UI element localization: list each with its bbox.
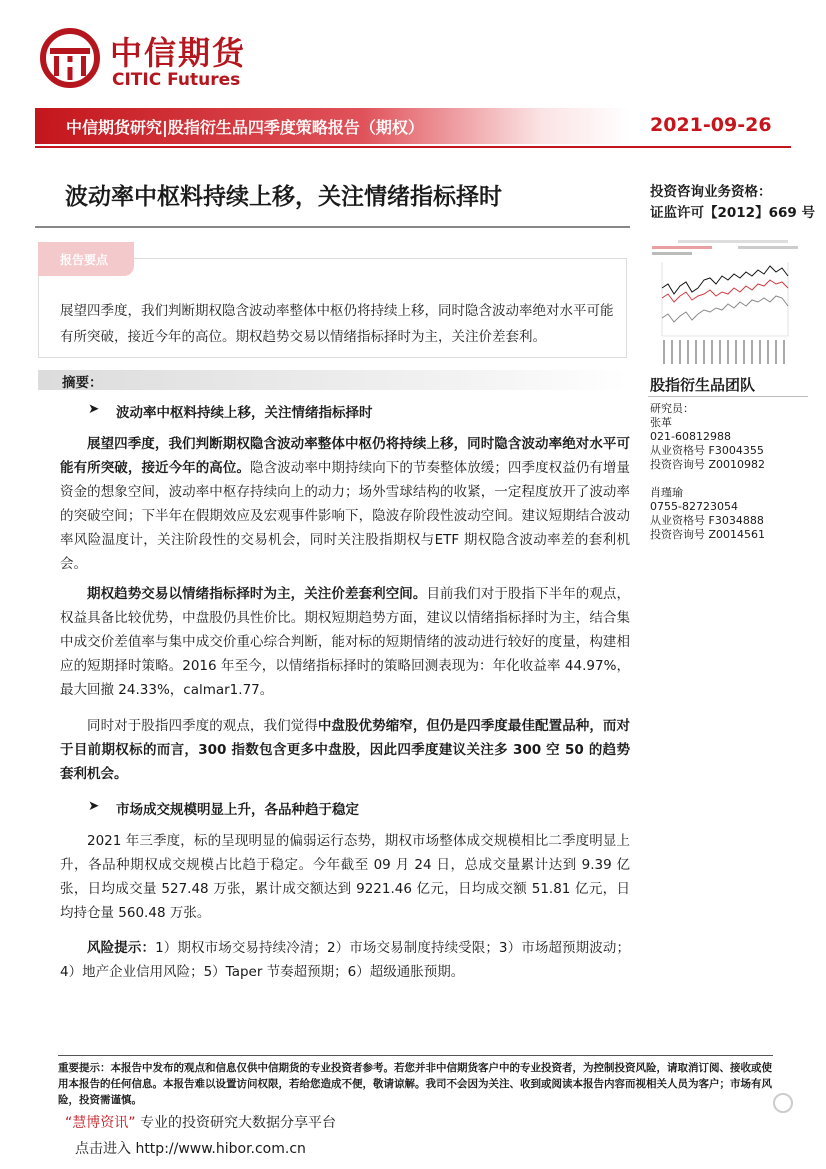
risk-text: 1）期权市场交易持续冷清；2）市场交易制度持续受限；3）市场超预期波动；4）地产企业信用风险；5）Taper 节奏超预期；6）超级通胀预期。	[60, 940, 630, 980]
paragraph-2	[60, 582, 630, 702]
key-points-text: 展望四季度，我们判断期权隐含波动率整体中枢仍将持续上移，同时隐含波动率绝对水平可能有所突破，接近今年的高位。期权趋势交易以情绪指标择时为主，关注价差套利。	[60, 303, 614, 345]
paragraph-1	[60, 432, 630, 576]
banner-title: 中信期货研究|股指衍生品四季度策略报告（期权）	[66, 118, 424, 137]
report-date: 2021-09-26	[650, 114, 772, 136]
paragraph-3-lead: 同时对于股指四季度的观点，我们觉得	[87, 718, 318, 734]
header-divider	[35, 146, 791, 148]
page-title: 波动率中枢料持续上移，关注情绪指标择时	[65, 184, 502, 210]
key-points-tab-label: 报告要点	[60, 253, 109, 267]
logo-english: CITIC Futures	[112, 70, 241, 90]
paragraph-3-body: 中盘股优势缩窄，但仍是四季度最佳配置品种，而对于目前期权标的而言，300 指数包含更多中盘股，因此四季度建议关注多 300 空 50 的趋势套利机会。	[60, 718, 631, 782]
team-line: 投资咨询号 Z0010982	[650, 458, 766, 471]
hibor-slogan	[65, 1112, 336, 1132]
team-line: 张革	[650, 416, 672, 429]
team-line: 从业资格号 F3034888	[650, 514, 764, 527]
team-line: 肖瑾瑜	[650, 486, 683, 499]
abstract-label: 摘要：	[62, 375, 103, 391]
team-line: 研究员：	[650, 402, 694, 415]
risk-paragraph	[60, 936, 630, 984]
team-line: 021-60812988	[650, 430, 731, 443]
bullet-arrow-icon: ➤	[88, 798, 100, 814]
paragraph-4: 2021 年三季度，标的呈现明显的偏弱运行态势，期权市场整体成交规模相比二季度明显上升，各品种期权成交规模占比趋于稳定。今年截至 09 月 24 日，总成交量累计达到 9.39 亿张，日均成交量 527.48 万张，累计成交额达到 9221.46 亿元，日均成交额 51.81 亿元，日均持仓量 560.48 万张。	[60, 833, 630, 921]
paragraph-1-body: 隐含波动率中期持续向下的节奏整体放缓；四季度权益仍有增量资金的想象空间，波动率中枢存持续向上的动力；场外雪球结构的收紧，一定程度放开了波动率的突破空间；下半年在假期效应及宏观事件影响下，隐波存阶段性波动空间。建议短期结合波动率风险温度计，关注阶段性的交易机会，同时关注股指期权与ETF 期权隐含波动率差的套利机会。	[60, 460, 631, 572]
bullet-arrow-icon: ➤	[88, 401, 100, 417]
section-heading-2: 市场成交规模明显上升，各品种趋于稳定	[116, 802, 359, 818]
qualification-line-2: 证监许可【2012】669 号	[650, 205, 815, 221]
thumbnail-chart-image	[648, 236, 806, 368]
footer-divider	[58, 1055, 773, 1056]
team-line: 从业资格号 F3004355	[650, 444, 764, 457]
watermark-mark-icon	[772, 1092, 794, 1114]
citic-logo-icon	[40, 28, 100, 88]
logo-chinese: 中信期货	[110, 34, 247, 72]
paragraph-2-body: 目前我们对于股指下半年的观点，权益具备比较优势，中盘股仍具性价比。期权短期趋势方面，建议以情绪指标择时为主，结合集中成交价差值率与集中成交价重心综合判断，能对标的短期情绪的波动进行较好的度量，构建相应的短期择时策略。2016 年至今，以情绪指标择时的策略回测表现为：年化收益率 44.97%，最大回撤 24.33%，calmar1.77。	[60, 586, 631, 698]
paragraph-3	[60, 714, 630, 786]
paragraph-2-lead: 期权趋势交易以情绪指标择时为主，关注价差套利空间。	[87, 586, 427, 602]
footer-notice: 重要提示：本报告中发布的观点和信息仅供中信期货的专业投资者参考。若您并非中信期货客户中的专业投资者，为控制投资风险，请取消订阅、接收或使用本报告的任何信息。本报告难以设置访问权限，若给您造成不便，敬请谅解。我司不会因为关注、收到或阅读本报告内容而视相关人员为客户；市场有风险，投资需谨慎。	[58, 1062, 772, 1106]
qualification-line-1: 投资咨询业务资格：	[650, 184, 772, 200]
hibor-slogan-text: 专业的投资研究大数据分享平台	[135, 1115, 336, 1131]
team-divider	[648, 396, 808, 397]
abstract-bar	[38, 370, 628, 390]
hibor-link[interactable]: 点击进入 http://www.hibor.com.cn	[75, 1141, 306, 1157]
section-heading-1: 波动率中枢料持续上移，关注情绪指标择时	[116, 405, 373, 421]
risk-label: 风险提示：	[87, 940, 156, 956]
title-divider	[35, 226, 630, 228]
hibor-brand: “慧博资讯”	[65, 1115, 136, 1131]
paragraph-1-lead: 展望四季度，我们判断期权隐含波动率整体中枢仍将持续上移，同时隐含波动率绝对水平可能有所突破，接近今年的高位。	[60, 436, 630, 476]
team-line: 投资咨询号 Z0014561	[650, 528, 766, 541]
team-line: 0755-82723054	[650, 500, 738, 513]
team-title: 股指衍生品团队	[650, 376, 756, 394]
